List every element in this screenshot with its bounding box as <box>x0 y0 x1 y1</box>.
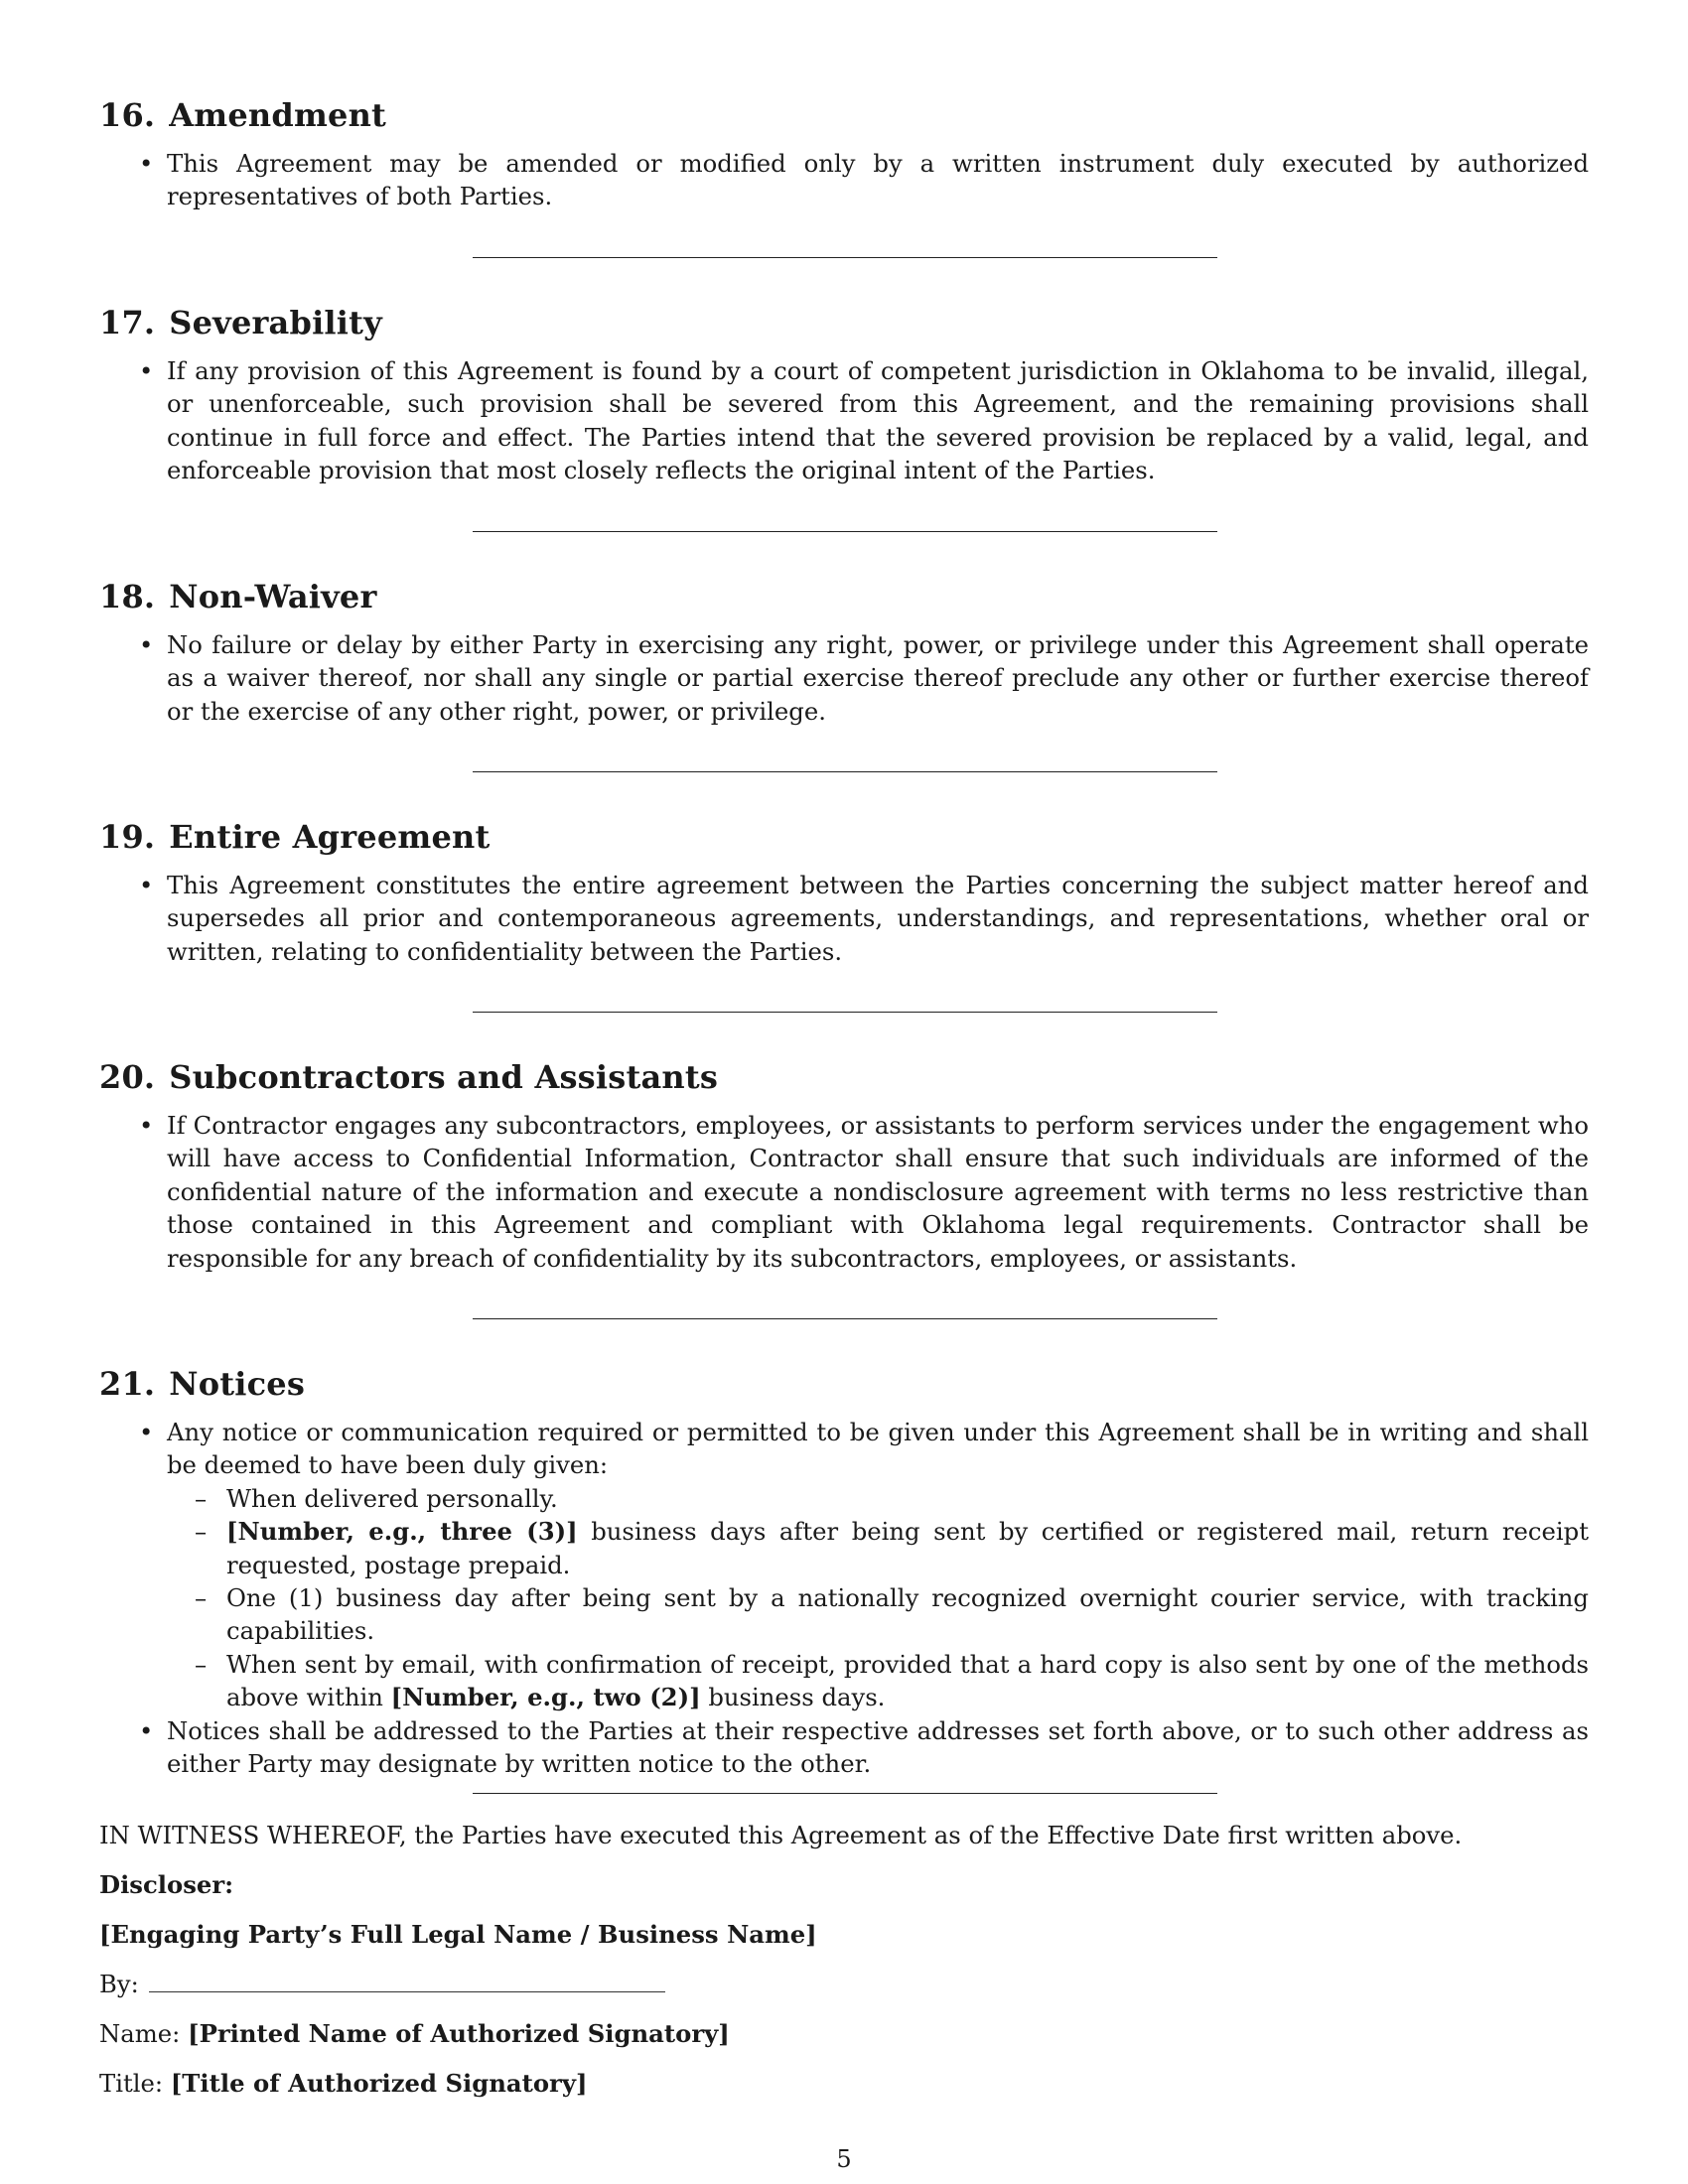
party-name: [Engaging Party’s Full Legal Name / Business Name] <box>99 1920 817 1949</box>
party-label: Discloser: <box>99 1870 234 1899</box>
sub-list-item: – [Number, e.g., three (3)] business days after being sent by certified or registered mail, return receipt requested, postage prepaid. <box>195 1517 1589 1579</box>
section-divider <box>473 1012 1217 1013</box>
list-item: • Any notice or communication required or permitted to be given under this Agreement shall be in writing and shall be deemed to have been duly given: – When delivered personally. – [Number, e.g., three (3)] business days after being sent by certified or registered mail, return receipt requested, postage prepaid. – One (1) business day after being sent by a nationally recognized overnight courier service, with tracking capabilities. – When sent by email, with confirmation of receipt, provided that a hard copy is also sent by one of the methods above within [Number, e.g., two (2)] business days. <box>99 1416 1589 1714</box>
sub-list-item: – When delivered personally. <box>195 1483 558 1513</box>
section-divider <box>473 257 1217 258</box>
section-heading: 20. Subcontractors and Assistants <box>99 1058 719 1096</box>
name-value: [Printed Name of Authorized Signatory] <box>188 2019 730 2048</box>
section-divider <box>473 1318 1217 1319</box>
section-entire-agreement <box>99 817 1589 968</box>
sub-list-item: – When sent by email, with confirmation of receipt, provided that a hard copy is also sent by one of the methods above within [Number, e.g., two (2)] business days. <box>195 1649 1589 1712</box>
section-amendment <box>99 95 1589 213</box>
list-item: • No failure or delay by either Party in exercising any right, power, or privilege under this Agreement shall operate as a waiver thereof, nor shall any single or partial exercise thereof preclude any other or further exercise thereof or the exercise of any other right, power, or privilege. <box>139 630 1589 726</box>
signatory-name-row <box>99 2017 730 2050</box>
signatory-title-row <box>99 2067 587 2100</box>
title-value: [Title of Authorized Signatory] <box>170 2069 588 2098</box>
section-divider <box>473 1793 1217 1794</box>
list-item: • This Agreement constitutes the entire agreement between the Parties concerning the subject matter hereof and supersedes all prior and contemporaneous agreements, understandings, and representations, whether oral or written, relating to confidentiality between the Parties. <box>139 871 1589 966</box>
list-item: • Notices shall be addressed to the Parties at their respective addresses set forth above, or to such other address as either Party may designate by written notice to the other. <box>139 1715 1589 1779</box>
section-subcontractors <box>99 1057 1589 1275</box>
section-notices <box>99 1364 1589 1780</box>
section-heading: 16. Amendment <box>99 96 387 134</box>
section-severability <box>99 303 1589 487</box>
list-item: • If Contractor engages any subcontractors, employees, or assistants to perform services under the engagement who will have access to Confidential Information, Contractor shall ensure that such individuals are informed of the confidential nature of the information and execute a nondisclosure agreement with terms no less restrictive than those contained in this Agreement and compliant with Oklahoma legal requirements. Contractor shall be responsible for any breach of confidentiality by its subcontractors, employees, or assistants. <box>139 1111 1589 1273</box>
list-item: • This Agreement may be amended or modified only by a written instrument duly executed by authorized representatives of both Parties. <box>139 149 1589 211</box>
section-heading: 19. Entire Agreement <box>99 818 491 856</box>
section-divider <box>473 771 1217 772</box>
name-label: Name: <box>99 2019 181 2048</box>
signature-line[interactable] <box>149 1970 665 1992</box>
witness-statement: IN WITNESS WHEREOF, the Parties have executed this Agreement as of the Effective Date first written above. <box>99 1821 1463 1849</box>
list-item: • If any provision of this Agreement is found by a court of competent jurisdiction in Oklahoma to be invalid, illegal, or unenforceable, such provision shall be severed from this Agreement, and the remaining provisions shall continue in full force and effect. The Parties intend that the severed provision be replaced by a valid, legal, and enforceable provision that most closely reflects the original intent of the Parties. <box>139 356 1589 485</box>
page-number: 5 <box>836 2145 852 2173</box>
by-label: By: <box>99 1970 139 1998</box>
section-heading: 17. Severability <box>99 304 382 341</box>
section-heading: 21. Notices <box>99 1365 306 1403</box>
section-non-waiver <box>99 577 1589 728</box>
section-divider <box>473 531 1217 532</box>
section-heading: 18. Non-Waiver <box>99 578 377 615</box>
title-label: Title: <box>99 2069 164 2098</box>
sub-list-item: – One (1) business day after being sent by a nationally recognized overnight courier service, with tracking capabilities. <box>195 1583 1589 1646</box>
signature-by-row <box>99 1968 665 2000</box>
